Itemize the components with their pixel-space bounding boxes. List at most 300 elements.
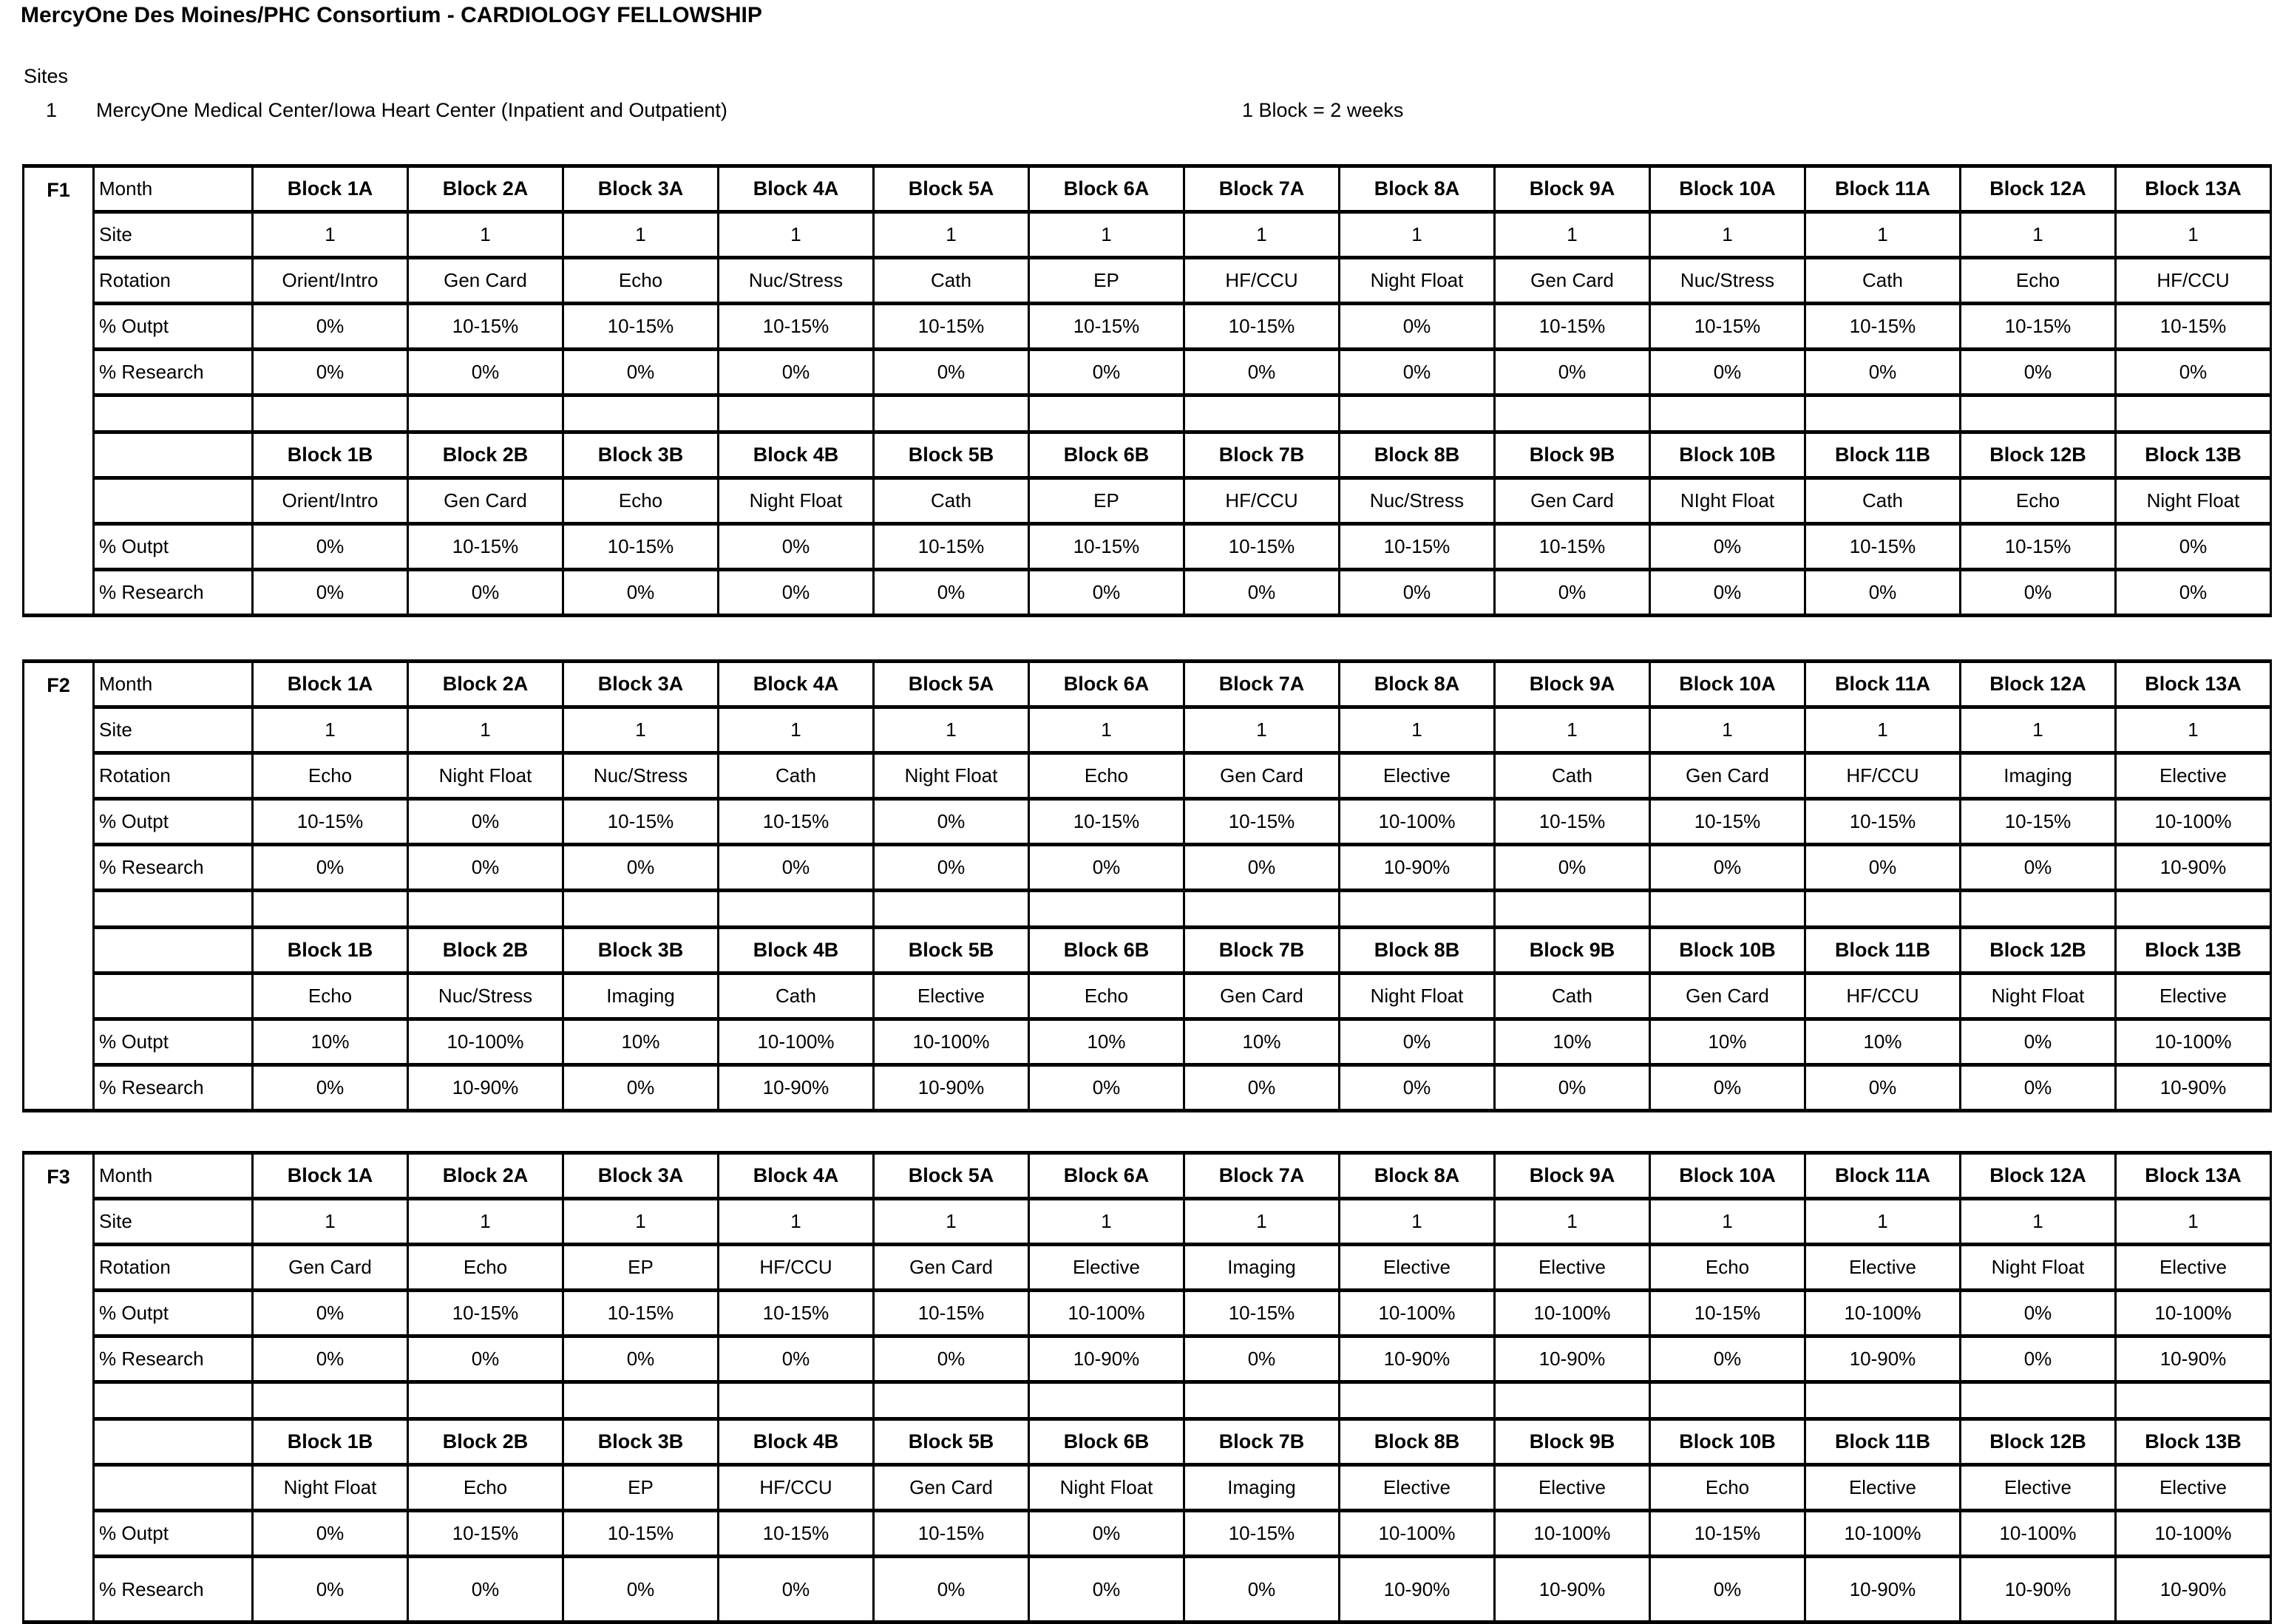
site-cell: 1 [1495, 1199, 1650, 1245]
block-header-cell: Block 12A [1961, 662, 2116, 707]
block-header-cell: Block 11B [1805, 1419, 1961, 1465]
outpt-cell: 10-100% [1029, 1291, 1184, 1336]
row-label-research: % Research [94, 1336, 253, 1382]
rotation-cell: Echo [1961, 258, 2116, 304]
rotation-cell: Cath [874, 478, 1029, 524]
rotation-cell: Nuc/Stress [1650, 258, 1805, 304]
site-cell: 1 [2116, 707, 2271, 753]
rotation-cell: HF/CCU [2116, 258, 2271, 304]
block-header-cell: Block 6B [1029, 1419, 1184, 1465]
research-cell: 10-90% [874, 1065, 1029, 1111]
research-cell: 0% [1029, 845, 1184, 891]
site-cell: 1 [1184, 212, 1340, 258]
outpt-cell: 10-15% [1184, 524, 1340, 570]
site-cell: 1 [874, 707, 1029, 753]
row-label-research: % Research [94, 350, 253, 395]
row-label-site: Site [94, 1199, 253, 1245]
rotation-cell: Night Float [719, 478, 874, 524]
rotation-cell: Elective [1340, 1245, 1495, 1291]
block-header-cell: Block 4A [719, 662, 874, 707]
row-label-outpt: % Outpt [94, 524, 253, 570]
row-label-outpt: % Outpt [94, 1291, 253, 1336]
rotation-cell: Nuc/Stress [719, 258, 874, 304]
rotation-cell: HF/CCU [1805, 753, 1961, 799]
spacer-cell [1961, 891, 2116, 928]
outpt-cell: 10-15% [1495, 304, 1650, 350]
outpt-cell: 10-15% [563, 1511, 719, 1557]
research-cell: 0% [1805, 1065, 1961, 1111]
spacer-cell [1495, 1382, 1650, 1419]
block-header-cell: Block 11B [1805, 928, 1961, 974]
research-cell: 0% [1495, 570, 1650, 616]
rotation-cell: Elective [1495, 1245, 1650, 1291]
research-cell: 0% [1029, 350, 1184, 395]
rotation-cell: Echo [1029, 974, 1184, 1019]
rotation-cell: Elective [1961, 1465, 2116, 1511]
research-cell: 0% [563, 1065, 719, 1111]
outpt-cell: 10-100% [1495, 1291, 1650, 1336]
block-header-cell: Block 7A [1184, 1153, 1340, 1199]
research-cell: 0% [408, 1557, 563, 1623]
outpt-cell: 0% [1650, 524, 1805, 570]
spacer-cell [563, 891, 719, 928]
spacer-cell [1029, 891, 1184, 928]
research-cell: 0% [1495, 350, 1650, 395]
rotation-cell: Cath [1495, 753, 1650, 799]
rotation-cell: Gen Card [874, 1245, 1029, 1291]
block-header-cell: Block 7A [1184, 662, 1340, 707]
research-cell: 10-90% [1340, 1557, 1495, 1623]
rotation-cell: Cath [1495, 974, 1650, 1019]
outpt-cell: 10-15% [408, 524, 563, 570]
block-header-cell: Block 9B [1495, 928, 1650, 974]
spacer-cell [1340, 1382, 1495, 1419]
rotation-cell: Elective [2116, 753, 2271, 799]
research-cell: 10-90% [1340, 1336, 1495, 1382]
outpt-cell: 0% [408, 799, 563, 845]
outpt-cell: 10-15% [874, 1511, 1029, 1557]
block-header-cell: Block 9B [1495, 1419, 1650, 1465]
spacer-cell [1650, 395, 1805, 432]
outpt-cell: 0% [253, 1291, 408, 1336]
site-cell: 1 [1029, 212, 1184, 258]
outpt-cell: 10-15% [408, 1511, 563, 1557]
research-cell: 10-90% [719, 1065, 874, 1111]
outpt-cell: 10-15% [1961, 304, 2116, 350]
research-cell: 0% [1029, 1065, 1184, 1111]
site-cell: 1 [563, 707, 719, 753]
outpt-cell: 0% [1029, 1511, 1184, 1557]
row-label-rotation: Rotation [94, 258, 253, 304]
research-cell: 0% [719, 350, 874, 395]
research-cell: 0% [1184, 845, 1340, 891]
rotation-cell: Echo [253, 753, 408, 799]
block-header-cell: Block 3B [563, 432, 719, 478]
research-cell: 10-90% [1805, 1557, 1961, 1623]
block-header-cell: Block 4A [719, 1153, 874, 1199]
research-cell: 10-90% [1495, 1557, 1650, 1623]
outpt-cell: 0% [719, 524, 874, 570]
block-header-cell: Block 4B [719, 928, 874, 974]
outpt-cell: 10-100% [1340, 799, 1495, 845]
rotation-cell: Elective [2116, 1465, 2271, 1511]
fellow-label: F3 [24, 1153, 94, 1623]
outpt-cell: 10-15% [1650, 1511, 1805, 1557]
block-header-cell: Block 10B [1650, 928, 1805, 974]
outpt-cell: 10-100% [1961, 1511, 2116, 1557]
rotation-cell: Elective [1340, 753, 1495, 799]
rotation-cell: NIght Float [1650, 478, 1805, 524]
rotation-cell: Elective [874, 974, 1029, 1019]
research-cell: 0% [563, 845, 719, 891]
block-header-cell: Block 8A [1340, 1153, 1495, 1199]
site-cell: 1 [1495, 707, 1650, 753]
research-cell: 0% [1961, 570, 2116, 616]
rotation-cell: Gen Card [1184, 753, 1340, 799]
block-header-cell: Block 1B [253, 1419, 408, 1465]
research-cell: 10-90% [1029, 1336, 1184, 1382]
spacer-cell [253, 891, 408, 928]
rotation-cell: Night Float [2116, 478, 2271, 524]
research-cell: 0% [1650, 1336, 1805, 1382]
site-cell: 1 [1340, 1199, 1495, 1245]
rotation-cell: Gen Card [1650, 974, 1805, 1019]
outpt-cell: 10-15% [1029, 799, 1184, 845]
outpt-cell: 10-100% [2116, 1019, 2271, 1065]
research-cell: 10-90% [1340, 845, 1495, 891]
research-cell: 0% [1340, 350, 1495, 395]
site-number: 1 [46, 99, 58, 121]
block-header-cell: Block 5B [874, 432, 1029, 478]
research-cell: 0% [1184, 1557, 1340, 1623]
outpt-cell: 10-100% [2116, 799, 2271, 845]
outpt-cell: 0% [253, 524, 408, 570]
block-header-cell: Block 5B [874, 928, 1029, 974]
research-cell: 0% [253, 1336, 408, 1382]
block-header-cell: Block 2B [408, 432, 563, 478]
block-header-cell: Block 13B [2116, 432, 2271, 478]
spacer-cell [563, 1382, 719, 1419]
research-cell: 10-90% [408, 1065, 563, 1111]
outpt-cell: 10-15% [1650, 799, 1805, 845]
row-label-research: % Research [94, 1065, 253, 1111]
research-cell: 0% [1029, 1557, 1184, 1623]
block-header-cell: Block 2A [408, 1153, 563, 1199]
block-header-cell: Block 11B [1805, 432, 1961, 478]
fellow-label: F2 [24, 662, 94, 1111]
outpt-cell: 0% [1961, 1019, 2116, 1065]
outpt-cell: 10-15% [408, 1291, 563, 1336]
rotation-cell: Imaging [563, 974, 719, 1019]
row-label-empty [94, 1419, 253, 1465]
rotation-cell: Orient/Intro [253, 478, 408, 524]
site-cell: 1 [1029, 1199, 1184, 1245]
site-cell: 1 [1029, 707, 1184, 753]
spacer-cell [408, 395, 563, 432]
research-cell: 0% [1805, 350, 1961, 395]
research-cell: 0% [1184, 1065, 1340, 1111]
rotation-cell: Night Float [1340, 258, 1495, 304]
outpt-cell: 10-15% [1805, 304, 1961, 350]
outpt-cell: 10-100% [2116, 1291, 2271, 1336]
site-cell: 1 [563, 212, 719, 258]
research-cell: 0% [719, 1336, 874, 1382]
spacer-cell [719, 891, 874, 928]
site-cell: 1 [1961, 707, 2116, 753]
outpt-cell: 10% [1650, 1019, 1805, 1065]
block-duration-note: 1 Block = 2 weeks [1242, 99, 1404, 121]
research-cell: 0% [253, 1065, 408, 1111]
rotation-cell: HF/CCU [1184, 478, 1340, 524]
rotation-cell: Nuc/Stress [563, 753, 719, 799]
research-cell: 0% [1961, 350, 2116, 395]
spacer-cell [874, 1382, 1029, 1419]
outpt-cell: 0% [2116, 524, 2271, 570]
spacer-cell [1340, 891, 1495, 928]
outpt-cell: 10-100% [1495, 1511, 1650, 1557]
outpt-cell: 10% [253, 1019, 408, 1065]
research-cell: 0% [874, 570, 1029, 616]
row-label-month: Month [94, 662, 253, 707]
block-header-cell: Block 12B [1961, 1419, 2116, 1465]
rotation-cell: EP [563, 1465, 719, 1511]
block-header-cell: Block 12A [1961, 1153, 2116, 1199]
outpt-cell: 10-15% [1650, 304, 1805, 350]
spacer-cell [1340, 395, 1495, 432]
research-cell: 0% [1650, 570, 1805, 616]
outpt-cell: 10-15% [1805, 524, 1961, 570]
research-cell: 0% [1495, 1065, 1650, 1111]
block-header-cell: Block 13B [2116, 928, 2271, 974]
block-header-cell: Block 5A [874, 166, 1029, 212]
site-cell: 1 [874, 1199, 1029, 1245]
sites-label: Sites [24, 65, 69, 87]
rotation-cell: Gen Card [253, 1245, 408, 1291]
rotation-cell: HF/CCU [719, 1245, 874, 1291]
row-label-research: % Research [94, 1557, 253, 1623]
research-cell: 10-90% [1495, 1336, 1650, 1382]
block-header-cell: Block 7A [1184, 166, 1340, 212]
research-cell: 0% [874, 845, 1029, 891]
outpt-cell: 10-100% [1805, 1511, 1961, 1557]
rotation-cell: Echo [408, 1245, 563, 1291]
row-label-empty [94, 891, 253, 928]
block-header-cell: Block 6B [1029, 432, 1184, 478]
row-label-outpt: % Outpt [94, 304, 253, 350]
rotation-cell: Gen Card [1650, 753, 1805, 799]
spacer-cell [2116, 891, 2271, 928]
site-name: MercyOne Medical Center/Iowa Heart Center (Inpatient and Outpatient) [96, 99, 727, 121]
outpt-cell: 10-100% [1805, 1291, 1961, 1336]
rotation-cell: Echo [408, 1465, 563, 1511]
block-header-cell: Block 10A [1650, 662, 1805, 707]
row-label-empty [94, 1382, 253, 1419]
outpt-cell: 0% [253, 304, 408, 350]
spacer-cell [1805, 1382, 1961, 1419]
rotation-cell: Night Float [1340, 974, 1495, 1019]
row-label-rotation: Rotation [94, 753, 253, 799]
rotation-cell: Gen Card [1495, 478, 1650, 524]
block-header-cell: Block 6A [1029, 166, 1184, 212]
spacer-cell [1961, 1382, 2116, 1419]
block-header-cell: Block 4B [719, 432, 874, 478]
site-cell: 1 [719, 212, 874, 258]
research-cell: 0% [1961, 1336, 2116, 1382]
fellow-table-f2 [22, 659, 2272, 1112]
block-header-cell: Block 11A [1805, 662, 1961, 707]
row-label-rotation: Rotation [94, 1245, 253, 1291]
row-label-month: Month [94, 1153, 253, 1199]
outpt-cell: 10-15% [1961, 524, 2116, 570]
block-header-cell: Block 13A [2116, 166, 2271, 212]
research-cell: 10-90% [1961, 1557, 2116, 1623]
site-cell: 1 [1340, 212, 1495, 258]
block-header-cell: Block 8B [1340, 432, 1495, 478]
block-header-cell: Block 2B [408, 1419, 563, 1465]
block-header-cell: Block 2B [408, 928, 563, 974]
block-header-cell: Block 9A [1495, 1153, 1650, 1199]
outpt-cell: 10-15% [874, 524, 1029, 570]
spacer-cell [1495, 395, 1650, 432]
site-cell: 1 [2116, 212, 2271, 258]
block-header-cell: Block 6B [1029, 928, 1184, 974]
rotation-cell: Night Float [1961, 974, 2116, 1019]
outpt-cell: 10-15% [1029, 524, 1184, 570]
block-header-cell: Block 6A [1029, 1153, 1184, 1199]
research-cell: 0% [563, 570, 719, 616]
row-label-outpt: % Outpt [94, 799, 253, 845]
research-cell: 0% [1184, 350, 1340, 395]
research-cell: 0% [2116, 350, 2271, 395]
research-cell: 0% [1495, 845, 1650, 891]
outpt-cell: 10-100% [408, 1019, 563, 1065]
row-label-outpt: % Outpt [94, 1511, 253, 1557]
research-cell: 0% [1340, 1065, 1495, 1111]
research-cell: 0% [408, 1336, 563, 1382]
block-header-cell: Block 9A [1495, 662, 1650, 707]
outpt-cell: 10-15% [253, 799, 408, 845]
research-cell: 0% [1650, 845, 1805, 891]
block-header-cell: Block 4A [719, 166, 874, 212]
site-cell: 1 [563, 1199, 719, 1245]
research-cell: 0% [1650, 350, 1805, 395]
outpt-cell: 10-100% [719, 1019, 874, 1065]
research-cell: 0% [719, 570, 874, 616]
rotation-cell: Gen Card [1495, 258, 1650, 304]
block-header-cell: Block 7B [1184, 1419, 1340, 1465]
spacer-cell [719, 1382, 874, 1419]
site-cell: 1 [1961, 212, 2116, 258]
outpt-cell: 10-15% [719, 1291, 874, 1336]
block-header-cell: Block 1B [253, 432, 408, 478]
rotation-cell: Orient/Intro [253, 258, 408, 304]
spacer-cell [1650, 1382, 1805, 1419]
spacer-cell [253, 395, 408, 432]
row-label-outpt: % Outpt [94, 1019, 253, 1065]
block-header-cell: Block 1A [253, 166, 408, 212]
spacer-cell [408, 891, 563, 928]
site-cell: 1 [408, 212, 563, 258]
outpt-cell: 10-15% [1650, 1291, 1805, 1336]
outpt-cell: 0% [1340, 304, 1495, 350]
research-cell: 0% [1184, 1336, 1340, 1382]
outpt-cell: 0% [1340, 1019, 1495, 1065]
rotation-cell: Night Float [408, 753, 563, 799]
site-cell: 1 [253, 707, 408, 753]
research-cell: 0% [874, 350, 1029, 395]
outpt-cell: 10-100% [2116, 1511, 2271, 1557]
outpt-cell: 10-15% [563, 304, 719, 350]
research-cell: 0% [2116, 570, 2271, 616]
site-cell: 1 [1961, 1199, 2116, 1245]
research-cell: 10-90% [2116, 1065, 2271, 1111]
outpt-cell: 10-15% [1184, 1511, 1340, 1557]
outpt-cell: 0% [874, 799, 1029, 845]
site-cell: 1 [1340, 707, 1495, 753]
outpt-cell: 0% [253, 1511, 408, 1557]
outpt-cell: 10% [563, 1019, 719, 1065]
rotation-cell: Gen Card [408, 258, 563, 304]
block-header-cell: Block 1B [253, 928, 408, 974]
block-header-cell: Block 7B [1184, 928, 1340, 974]
block-header-cell: Block 11A [1805, 1153, 1961, 1199]
research-cell: 10-90% [2116, 845, 2271, 891]
rotation-cell: EP [1029, 478, 1184, 524]
block-header-cell: Block 10A [1650, 1153, 1805, 1199]
outpt-cell: 10-15% [874, 1291, 1029, 1336]
block-header-cell: Block 5B [874, 1419, 1029, 1465]
site-cell: 1 [1650, 1199, 1805, 1245]
outpt-cell: 10-15% [2116, 304, 2271, 350]
research-cell: 0% [563, 1336, 719, 1382]
row-label-month: Month [94, 166, 253, 212]
block-header-cell: Block 1A [253, 662, 408, 707]
rotation-cell: Night Float [1961, 1245, 2116, 1291]
outpt-cell: 10-100% [1340, 1511, 1495, 1557]
rotation-cell: Gen Card [408, 478, 563, 524]
block-header-cell: Block 12A [1961, 166, 2116, 212]
block-header-cell: Block 3A [563, 166, 719, 212]
block-header-cell: Block 3B [563, 928, 719, 974]
spacer-cell [1495, 891, 1650, 928]
research-cell: 0% [874, 1557, 1029, 1623]
row-label-site: Site [94, 212, 253, 258]
rotation-cell: Elective [1805, 1245, 1961, 1291]
outpt-cell: 10-15% [1805, 799, 1961, 845]
research-cell: 0% [1961, 845, 2116, 891]
rotation-cell: Cath [1805, 258, 1961, 304]
site-cell: 1 [253, 212, 408, 258]
rotation-cell: Echo [1961, 478, 2116, 524]
block-header-cell: Block 3B [563, 1419, 719, 1465]
block-header-cell: Block 10B [1650, 1419, 1805, 1465]
block-header-cell: Block 12B [1961, 928, 2116, 974]
rotation-cell: Imaging [1961, 753, 2116, 799]
block-header-cell: Block 9B [1495, 432, 1650, 478]
row-label-empty [94, 928, 253, 974]
rotation-cell: EP [1029, 258, 1184, 304]
outpt-cell: 10-15% [408, 304, 563, 350]
block-header-cell: Block 8A [1340, 662, 1495, 707]
rotation-cell: Night Float [1029, 1465, 1184, 1511]
rotation-cell: Cath [874, 258, 1029, 304]
outpt-cell: 10-15% [1029, 304, 1184, 350]
block-header-cell: Block 2A [408, 166, 563, 212]
outpt-cell: 10% [1184, 1019, 1340, 1065]
outpt-cell: 10-15% [1184, 1291, 1340, 1336]
block-header-cell: Block 2A [408, 662, 563, 707]
site-cell: 1 [253, 1199, 408, 1245]
